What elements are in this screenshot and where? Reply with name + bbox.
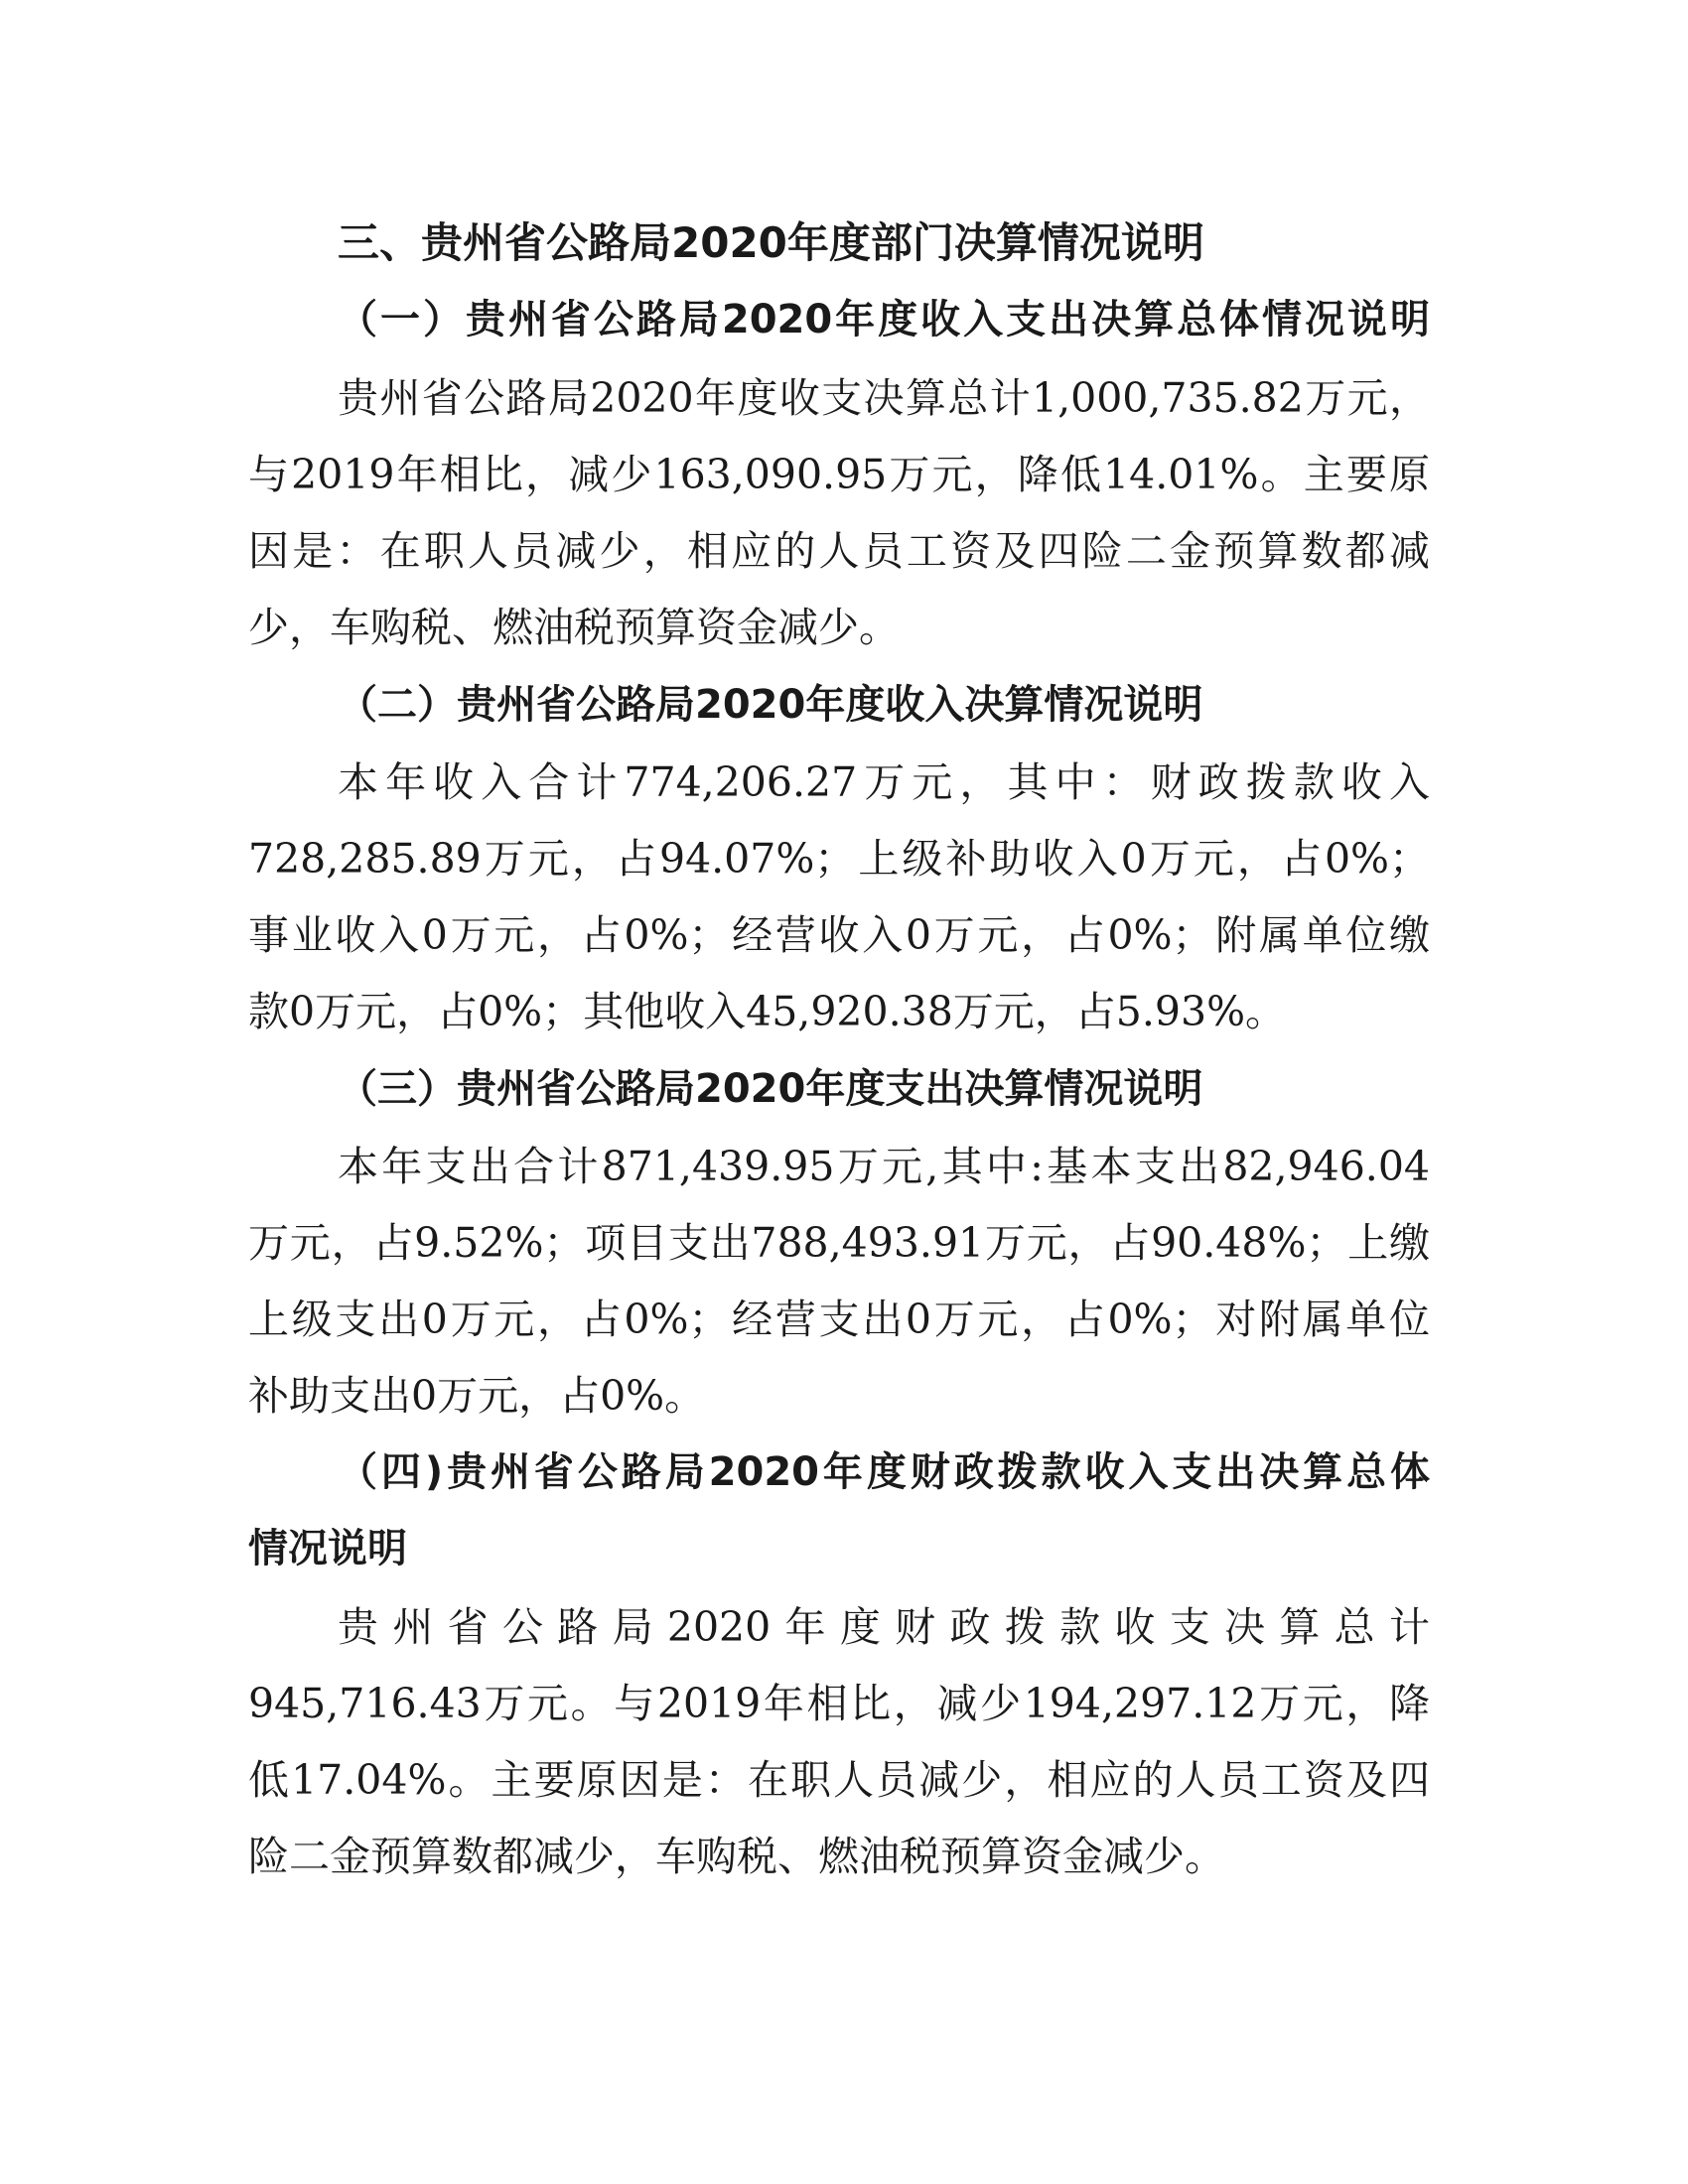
paragraph-line: 少，车购税、燃油税预算资金减少。 (248, 604, 900, 651)
subheading-2: （二）贵州省公路局2020年度收入决算情况说明 (338, 682, 1203, 728)
paragraph-line: 728,285.89万元，占94.07%；上级补助收入0万元，占0%； (248, 835, 1430, 883)
paragraph-line: 事业收入0万元，占0%；经营收入0万元，占0%；附属单位缴 (248, 911, 1430, 959)
section-title: 三、贵州省公路局2020年度部门决算情况说明 (338, 218, 1204, 267)
paragraph-line: 本年收入合计774,206.27万元，其中：财政拨款收入 (338, 758, 1430, 806)
subheading-1: （一）贵州省公路局2020年度收入支出决算总体情况说明 (338, 297, 1430, 342)
paragraph-line: 万元，占9.52%；项目支出788,493.91万元，占90.48%；上缴 (248, 1219, 1430, 1267)
paragraph-line: 本年支出合计871,439.95万元,其中:基本支出82,946.04 (338, 1143, 1430, 1190)
paragraph-line: 补助支出0万元，占0%。 (248, 1372, 706, 1420)
paragraph-line: 与2019年相比，减少163,090.95万元，降低14.01%。主要原 (248, 451, 1430, 498)
subheading-4: （四)贵州省公路局2020年度财政拨款收入支出决算总体 (338, 1449, 1430, 1495)
paragraph-line: 贵州省公路局2020年度财政拨款收支决算总计 (338, 1603, 1430, 1651)
paragraph-line: 贵州省公路局2020年度收支决算总计1,000,735.82万元， (338, 374, 1430, 422)
paragraph-line: 款0万元，占0%；其他收入45,920.38万元，占5.93%。 (248, 988, 1287, 1035)
paragraph-line: 上级支出0万元，占0%；经营支出0万元，占0%；对附属单位 (248, 1296, 1430, 1343)
subheading-3: （三）贵州省公路局2020年度支出决算情况说明 (338, 1066, 1203, 1112)
paragraph-line: 945,716.43万元。与2019年相比，减少194,297.12万元，降 (248, 1680, 1430, 1727)
paragraph-line: 险二金预算数都减少，车购税、燃油税预算资金减少。 (248, 1833, 1225, 1880)
paragraph-line: 低17.04%。主要原因是：在职人员减少，相应的人员工资及四 (248, 1756, 1430, 1804)
subheading-4-continued: 情况说明 (248, 1526, 407, 1571)
paragraph-line: 因是：在职人员减少，相应的人员工资及四险二金预算数都减 (248, 527, 1430, 575)
